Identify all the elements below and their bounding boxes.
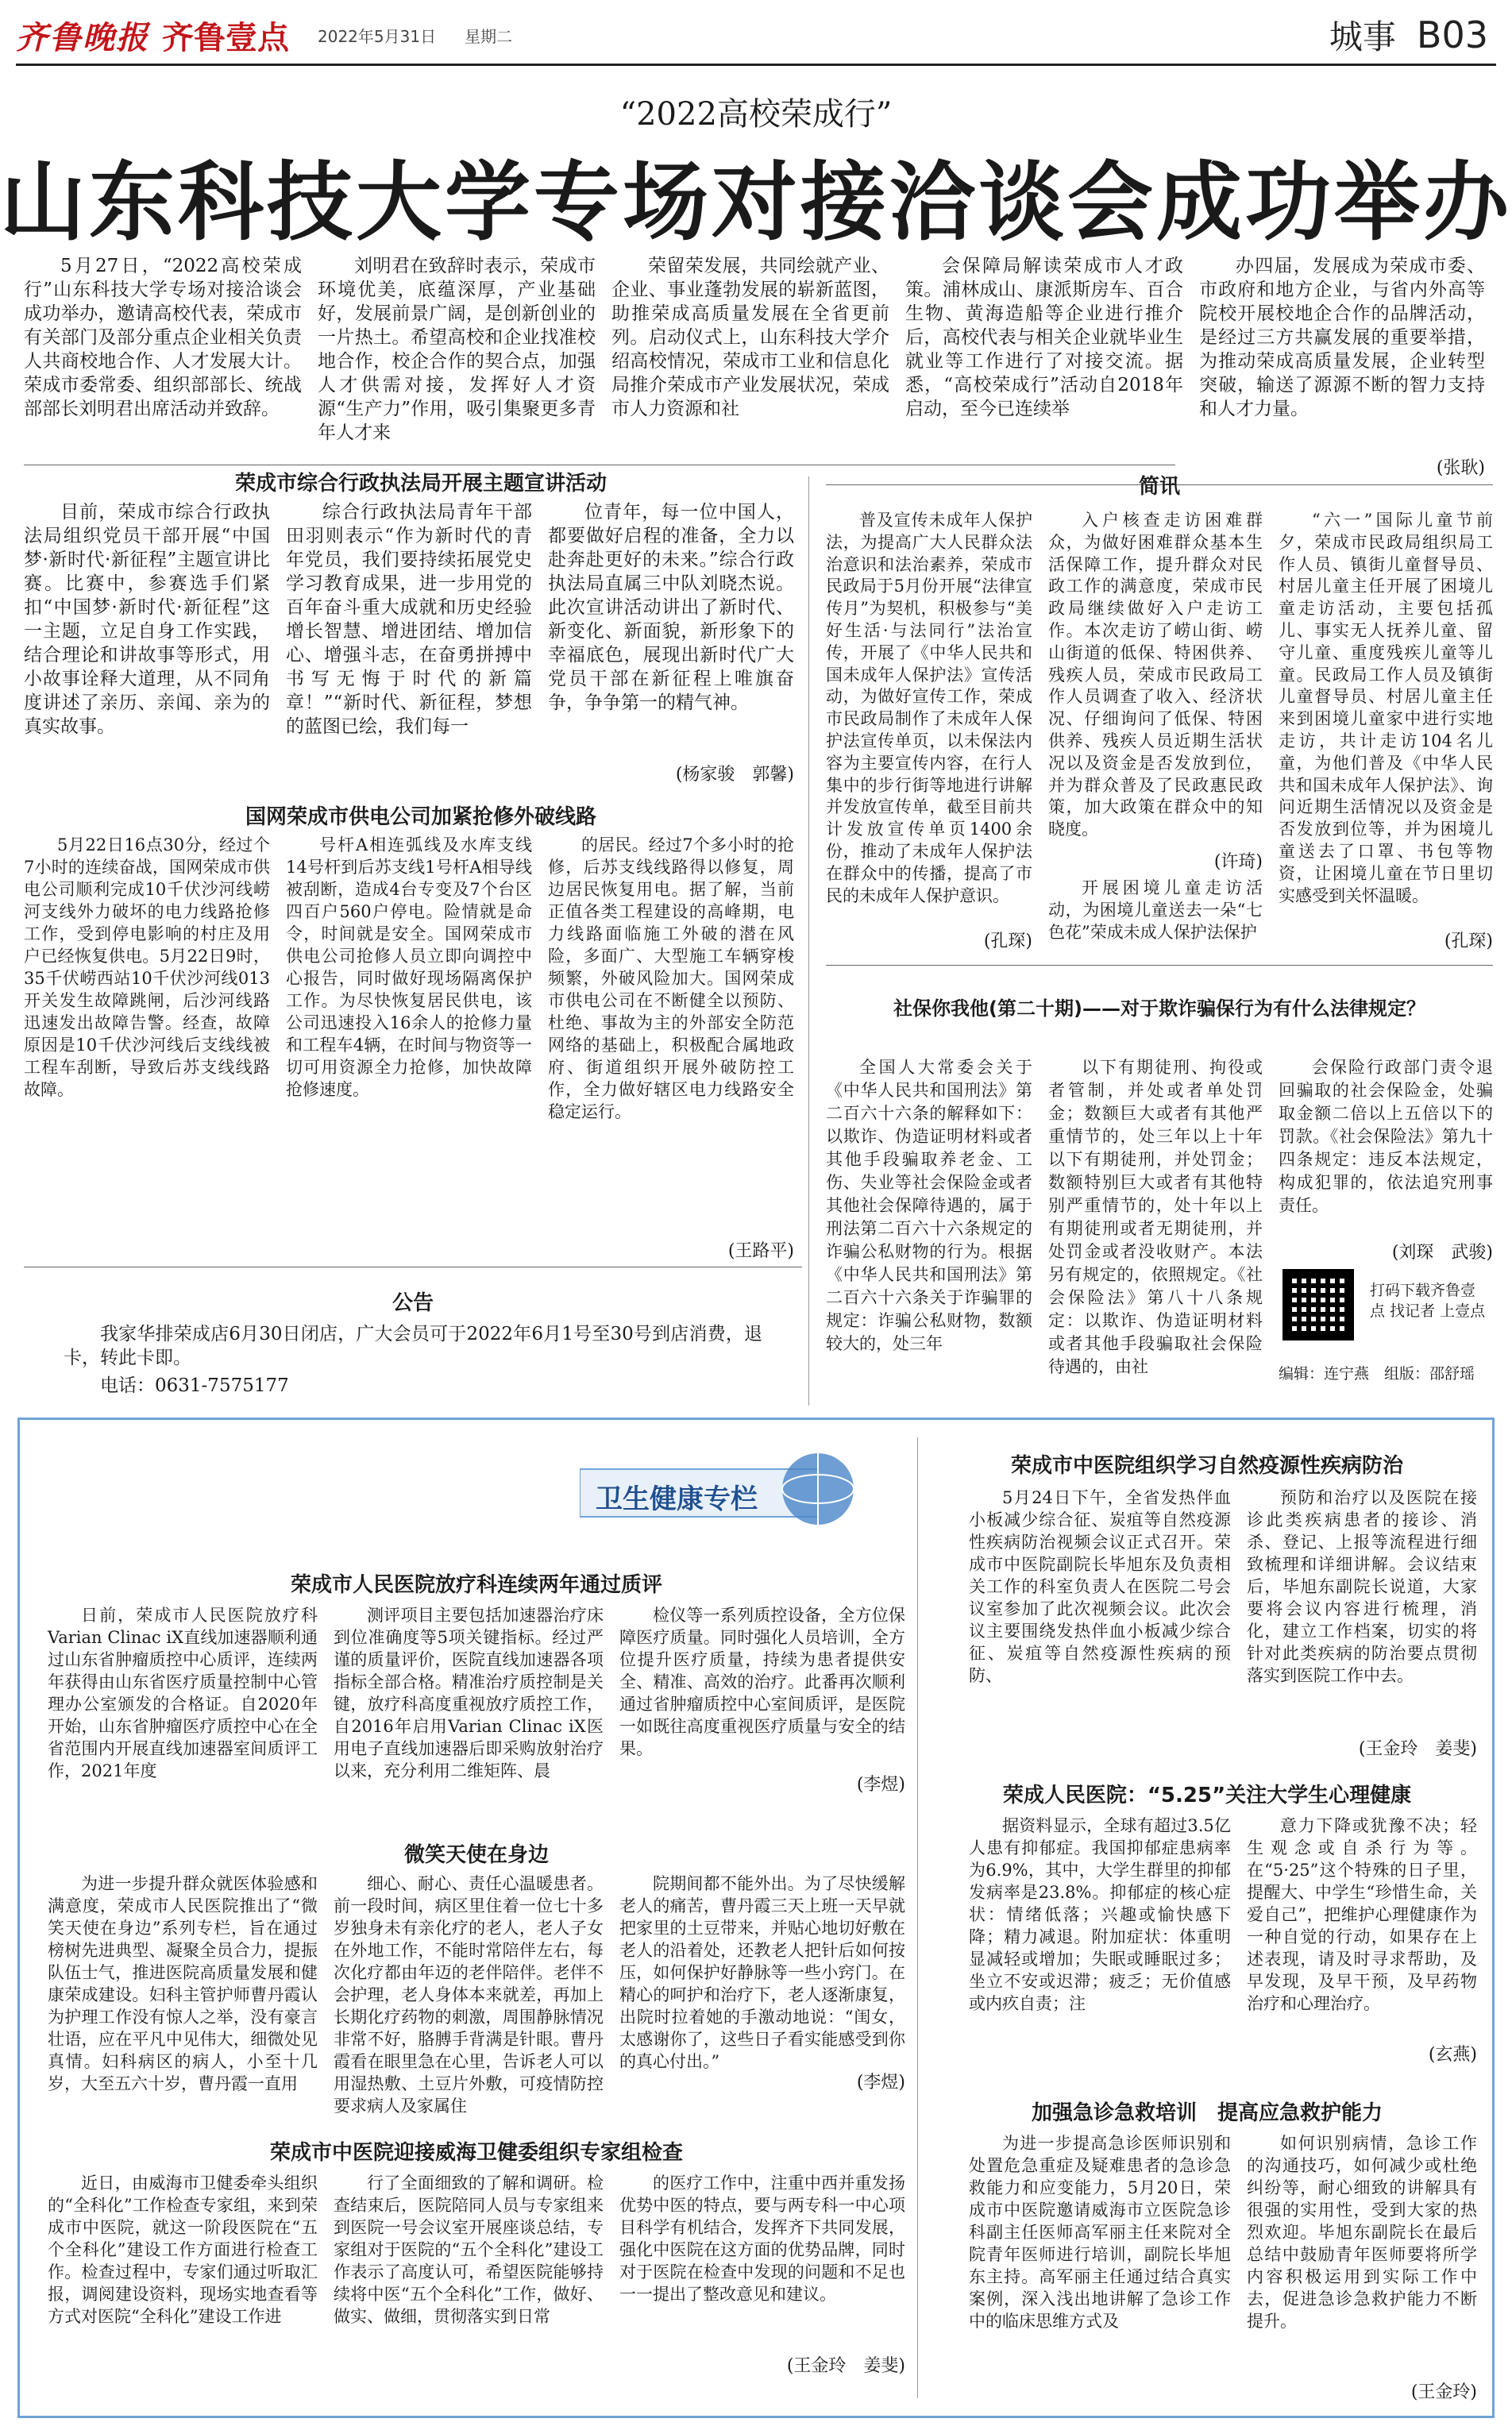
article1-col-3: 位青年，每一位中国人，都要做好启程的准备，全力以赴奔赴更好的未来。”综合行政执法局直属三中队刘晓杰说。此次宣讲活动讲出了新时代、新变化、新面貌，新形象下的幸福底色，展现出新时代广大党员干部在新征程上唯旗奋争，争争第一的精气神。 xyxy=(548,502,794,713)
health-a6-title: 加强急诊急救培训 提高应急救护能力 xyxy=(1031,2101,1383,2125)
health-a3-col-1: 近日，由威海市卫健委牵头组织的“全科化”工作检查专家组，来到荣成市中医院，就这一阶段医院在“五个全科化”建设工作方面进行检查工作。检查过程中，专家们通过听取汇报，调阅建设资料，现场实地查看等方式对医院“全科化”建设工作进 xyxy=(48,2174,318,2326)
newspaper-logo: 齐鲁晚报 xyxy=(16,18,149,56)
lead-author: (张耿) xyxy=(1436,458,1485,478)
lead-headline: 山东科技大学专场对接洽谈会成功举办 xyxy=(0,152,1512,253)
article2-title: 国网荣成市供电公司加紧抢修外破线路 xyxy=(245,805,596,829)
article1-title: 荣成市综合行政执法局开展主题宣讲活动 xyxy=(234,472,607,496)
article1-author: (杨家骏 郭馨) xyxy=(675,765,794,785)
brief-author-3: (孔琛) xyxy=(1444,932,1493,951)
page-number: B03 xyxy=(1416,14,1488,56)
qr-caption: 打码下载齐鲁壹点 找记者 上壹点 xyxy=(1370,1282,1486,1320)
health-a6-col-1: 为进一步提高急诊医师识别和处置危急重症及疑难患者的急诊急救能力和应变能力，5月20日，荣成市中医院邀请威海市立医院急诊科副主任医师高军丽主任来院对全院青年医师进行培训，副院长毕旭东主持。高军丽主任通过结合真实案例，深入浅出地讲解了急诊工作中的临床思维方式及 xyxy=(969,2134,1231,2331)
brief-title: 简讯 xyxy=(1138,475,1180,499)
article1-col-2: 综合行政执法局青年干部田羽则表示“作为新时代的青年党员，我们要持续拓展党史学习教育成果，进一步用党的百年奋斗重大成就和历史经验增长智慧、增进团结、增加信心、增强斗志，在奋勇拼搏中书写无悔于时代的新篇章！”“新时代、新征程，梦想的蓝图已绘，我们每一 xyxy=(286,502,532,737)
health-a6-col-2: 如何识别病情，急诊工作的沟通技巧，如何减少或杜绝纠纷等，耐心细致的讲解具有很强的实用性，受到大家的热烈欢迎。毕旭东副院长在最后总结中鼓励青年医师要将所学内容积极运用到实际工作中去，促进急诊急救护能力不断提升。 xyxy=(1247,2134,1477,2331)
health-a1-col-3: 检仪等一系列质控设备，全方位保障医疗质量。同时强化人员培训，全方位提升医疗质量，持续为患者提供安全、精准、高效的治疗。此番再次顺利通过省肿瘤质控中心室间质评，是医院一如既往高度重视医疗质量与安全的结果。 xyxy=(619,1606,905,1758)
health-a2-title: 微笑天使在身边 xyxy=(403,1843,549,1867)
brief-author-1: (孔琛) xyxy=(983,932,1032,951)
app-logo: 齐鲁壹点 xyxy=(162,19,289,56)
health-a3-col-3: 的医疗工作中，注重中西并重发扬优势中医的特点，要与两专科一中心项目科学有机结合，发挥齐下共同发展，强化中医院在这方面的优势品牌，同时对于医院在检查中发现的问题和不足也一一提出了整改意见和建议。 xyxy=(619,2174,905,2304)
health-column-separator xyxy=(917,1437,918,2398)
health-a1-title: 荣成市人民医院放疗科连续两年通过质评 xyxy=(290,1573,662,1597)
health-a4-author: (王金玲 姜斐) xyxy=(1358,1739,1477,1759)
lead-col-3: 荣留荣发展，共同绘就产业、企业、事业蓬勃发展的崭新蓝图，助推荣成高质量发展在全省更前列。启动仪式上，山东科技大学介绍高校情况，荣成市工业和信息化局推介荣成市产业发展状况，荣成市人力资源和社 xyxy=(611,256,889,419)
lead-col-2: 刘明君在致辞时表示，荣成市环境优美，底蕴深厚，产业基础好，发展前景广阔，是创新创业的一片热土。希望高校和企业找准校地合作，校企合作的契合点，加强人才供需对接，发挥好人才资源“生产力”作用，吸引集聚更多青年人才来 xyxy=(318,256,596,443)
brief-col-1: 普及宣传未成年人保护法，为提高广大人民群众法治意识和法治素养，荣成市民政局于5月份开展“法律宣传月”为契机，积极参与“美好生活·与法同行”法治宣传，开展了《中华人民共和国未成年人保护法》宣传活动，为做好宣传工作，荣成市民政局制作了未成年人保护法宣传单页，以未保法内容为主要宣传内容，在行人集中的步行街等地进行讲解并发放宣传单，截至目前共计发放宣传单页1400余份，推动了未成年人保护法在群众中的传播，提高了市民的未成年人保护意识。 xyxy=(826,511,1032,905)
health-a4-col-2: 预防和治疗以及医院在接诊此类疾病患者的接诊、消杀、登记、上报等流程进行细致梳理和详细讲解。会议结束后，毕旭东副院长说道，大家要将会议内容进行梳理，消化，建立工作档案，切实的将针对此类疾病的防治要点贯彻落实到医院工作中去。 xyxy=(1247,1488,1477,1685)
health-a1-col-2: 测评项目主要包括加速器治疗床到位准确度等5项关键指标。经过严谨的质量评价，医院直线加速器各项指标全部合格。精准治疗质控制是关键，放疗科高度重视放疗质控工作，自2016年启用Varian Clinac iX医用电子直线加速器后即采购放射治疗以来，充分利用二维矩阵、晨 xyxy=(334,1606,604,1780)
health-a5-col-1: 据资料显示，全球有超过3.5亿人患有抑郁症。我国抑郁症患病率为6.9%，其中，大学生群里的抑郁发病率是23.8%。抑郁症的核心症状：情绪低落；兴趣或愉快感下降；精力减退。附加症状：体重明显减轻或增加；失眠或睡眠过多；坐立不安或迟滞；疲乏；无价值感或内疚自责；注 xyxy=(969,1816,1231,2013)
brief-col-2: 入户核查走访困难群众，为做好困难群众基本生活保障工作，提升群众对民政工作的满意度，荣成市民政局继续做好入户走访工作。本次走访了崂山街、崂山街道的低保、特困供养、残疾人员，荣成市民政局工作人员调查了收入、经济状况、仔细询问了低保、特困供养、残疾人员近期生活状况以及资金是否发放到位，并为群众普及了民政惠民政策，加大政策在群众中的知晓度。 xyxy=(1048,511,1263,839)
health-a5-title: 荣成人民医院：“5.25”关注大学生心理健康 xyxy=(1002,1784,1412,1807)
social-divider xyxy=(826,965,1493,966)
health-a1-author: (李煜) xyxy=(856,1775,905,1795)
health-a2-author: (李煜) xyxy=(856,2073,905,2093)
health-a5-col-2: 意力下降或犹豫不决；轻生观念或自杀行为等。在“5·25”这个特殊的日子里，提醒大、中学生“珍惜生命，关爱自己”，把维护心理健康作为一种自觉的行动，如果存在上述表现，请及时寻求帮助，及早发现，及早干预，及早药物治疗和心理治疗。 xyxy=(1247,1816,1477,2013)
health-a2-col-1: 为进一步提升群众就医体验感和满意度，荣成市人民医院推出了“微笑天使在身边”系列专栏，旨在通过榜树先进典型、凝聚全员合力，提振队伍士气，推进医院高质量发展和健康荣成建设。妇科主管护师曹丹霞认为护理工作没有惊人之举，没有豪言壮语，应在平凡中见伟大，细微处见真情。妇科病区的病人，小至十几岁，大至五六十岁，曹丹霞一直用 xyxy=(48,1874,318,2093)
social-title: 社保你我他(第二十期)——对于欺诈骗保行为有什么法律规定？ xyxy=(893,997,1425,1020)
notice-text: 我家华排荣成店6月30日闭店，广大会员可于2022年6月1号至30号到店消费，退卡，转此卡即。 xyxy=(64,1324,762,1368)
brief-tail: 开展困境儿童走访活动，为困境儿童送去一朵“七色花”荣成未成人保护法保护 xyxy=(1048,878,1263,942)
article2-col-1: 5月22日16点30分，经过个7小时的连续奋战，国网荣成市供电公司顺利完成10千伏沙河线崂河支线外力破坏的电力线路抢修工作，受到停电影响的村庄及用户已经恢复供电。5月22日9时，35千伏崂西站10千伏沙河线013开关发生故障跳闸，后沙河线路迅速发出故障告警。经查，故障原因是10千伏沙河线后支线线被工程车刮断，导致后苏支线线路故障。 xyxy=(24,835,270,1099)
article2-col-3: 的居民。经过7个多小时的抢修，后苏支线线路得以修复，周边居民恢复用电。据了解，当前正值各类工程建设的高峰期，电力线路面临施工外破的潜在风险，多面广、大型施工车辆穿梭频繁，外破风险加大。国网荣成市供电公司在不断健全以预防、杜绝、事故为主的外部安全防范网络的基础上，积极配合属地政府、街道组织开展外破防控工作，全力做好辖区电力线路安全稳定运行。 xyxy=(548,835,794,1121)
health-a1-col-1: 日前，荣成市人民医院放疗科Varian Clinac iX直线加速器顺利通过山东省肿瘤质控中心质评，连续两年获得由山东省医疗质量控制中心管理办公室颁发的合格证。自2020年开始，山东省肿瘤医疗质控中心在全省范围内开展直线加速器室间质评工作，2021年度 xyxy=(48,1606,318,1780)
lead-col-1: 5月27日，“2022高校荣成行”山东科技大学专场对接洽谈会成功举办，邀请高校代表，荣成市有关部门及部分重点企业相关负责人共商校地合作、人才发展大计。荣成市委常委、组织部部长、统战部部长刘明君出席活动并致辞。 xyxy=(24,256,302,419)
masthead-rule xyxy=(16,64,1496,66)
brief-col-3: “六一”国际儿童节前夕，荣成市民政局组织局工作人员、镇街儿童督导员、村居儿童主任开展了困境儿童走访活动，主要包括孤儿、事实无人抚养儿童、留守儿童、重度残疾儿童等儿童。民政局工作人员及镇街儿童督导员、村居儿童主任来到困境儿童家中进行实地走访，共计走访104名儿童，为他们普及《中华人民共和国未成年人保护法》、询问近期生活情况以及资金是否发放到位等，并为困境儿童送去了口罩、书包等物资，让困境儿童在节日里切实感受到关怀温暖。 xyxy=(1279,511,1493,905)
health-a2-col-2: 细心、耐心、责任心温暖患者。前一段时间，病区里住着一位七十多岁独身未有亲化疗的老人，老人子女在外地工作，不能时常陪伴左右，每次化疗都由年迈的老伴陪伴。老伴不会护理，老人身体本来就差，再加上长期化疗药物的刺激，周围静脉情况非常不好，胳膊手背满是针眼。曹丹霞看在眼里急在心里，告诉老人可以用湿热敷、土豆片外敷，可疫情防控要求病人及家属住 xyxy=(334,1874,604,2116)
notice-phone: 电话：0631-7575177 xyxy=(100,1375,289,1396)
issue-weekday: 星期二 xyxy=(465,26,513,46)
health-a4-title: 荣成市中医院组织学习自然疫源性疾病防治 xyxy=(1010,1454,1403,1478)
section-header xyxy=(1329,11,1488,59)
social-author: (刘琛 武骏) xyxy=(1391,1243,1493,1263)
health-a5-author: (玄燕) xyxy=(1428,2045,1477,2065)
health-column-label: 卫生健康专栏 xyxy=(596,1483,758,1515)
social-col-3: 会保险行政部门责令退回骗取的社会保险金，处骗取金额二倍以上五倍以下的罚款。《社会保险法》第九十四条规定：违反本法规定，构成犯罪的，依法追究刑事责任。 xyxy=(1279,1058,1493,1215)
health-a3-title: 荣成市中医院迎接威海卫健委组织专家组检查 xyxy=(269,2141,683,2165)
health-a4-col-1: 5月24日下午，全省发热伴血小板减少综合征、炭疽等自然疫源性疾病防治视频会议正式召开。荣成市中医院副院长毕旭东及负责相关工作的科室负责人在医院二号会议室参加了此次视频会议。此次会议主要围绕发热伴血小板减少综合征、炭疽等自然疫源性疾病的预防、 xyxy=(969,1488,1231,1685)
issue-date: 2022年5月31日 xyxy=(318,26,437,46)
health-a3-col-2: 行了全面细致的了解和调研。检查结束后，医院陪同人员与专家组来到医院一号会议室开展座谈总结，专家组对于医院的“五个全科化”建设工作表示了高度认可，希望医院能够持续将中医“五个全科化”工作，做好、做实、做细，贯彻落实到日常 xyxy=(334,2174,604,2326)
health-column-badge xyxy=(580,1445,866,1533)
article2-col-2: 号杆A相连弧线及水库支线14号杆到后苏支线1号杆A相导线被刮断，造成4台专变及7个台区四百户560户停电。险情就是命令，时间就是安全。国网荣成市供电公司抢修人员立即向调控中心报告，同时做好现场隔离保护工作。为尽快恢复居民供电，该公司迅速投入16余人的抢修力量和工程车4辆，在时间与物资等一切可用资源全力抢修，加快故障抢修速度。 xyxy=(286,835,532,1099)
health-a6-author: (王金玲) xyxy=(1410,2382,1477,2402)
social-col-1: 全国人大常委会关于《中华人民共和国刑法》第二百六十六条的解释如下：以欺诈、伪造证明材料或者其他手段骗取养老金、工伤、失业等社会保险金或者其他社会保障待遇的，属于刑法第二百六十六条规定的诈骗公私财物的行为。根据《中华人民共和国刑法》第二百六十六条关于诈骗罪的规定：诈骗公私财物，数额较大的，处三年 xyxy=(826,1058,1032,1353)
lead-kicker: “2022高校荣成行” xyxy=(619,96,893,133)
editor-credits: 编辑：连宁燕 组版：邵舒瑶 xyxy=(1279,1365,1475,1383)
lead-col-5: 办四届，发展成为荣成市委、市政府和地方企业，与省内外高等院校开展校地企合作的品牌活动，是经过三方共赢发展的重要举措，为推动荣成高质量发展，企业转型突破，输送了源源不断的智力支持和人才力量。 xyxy=(1199,256,1485,419)
qr-code-icon[interactable] xyxy=(1282,1269,1354,1340)
column-separator xyxy=(808,476,809,1406)
section-name: 城事 xyxy=(1329,17,1396,56)
social-col-2: 以下有期徒刑、拘役或者管制，并处或者单处罚金；数额巨大或者有其他严重情节的，处三年以上十年以下有期徒刑，并处罚金；数额特别巨大或者有其他特别严重情节的，处十年以上有期徒刑或者无期徒刑，并处罚金或者没收财产。本法另有规定的，依照规定。《社会保险法》第八十八条规定：以欺诈、伪造证明材料或者其他手段骗取社会保险待遇的，由社 xyxy=(1048,1058,1263,1376)
notice-title: 公告 xyxy=(392,1291,434,1315)
health-a2-col-3: 院期间都不能外出。为了尽快缓解老人的痛苦，曹丹霞三天上班一天早就把家里的土豆带来，并贴心地切好敷在老人的沿着处，还教老人把针后如何按压，如何保护好静脉等一些小窍门。在精心的呵护和治疗下，老人逐渐康复，出院时拉着她的手激动地说：“闺女，太感谢你了，这些日子看实能感受到你的真心付出。” xyxy=(619,1874,905,2071)
health-a3-author: (王金玲 姜斐) xyxy=(786,2356,905,2376)
masthead xyxy=(16,14,512,56)
brief-author-2: (许琦) xyxy=(1213,852,1263,872)
lead-col-4: 会保障局解读荣成市人才政策。浦林成山、康派斯房车、百合生物、黄海造船等企业进行推介后，高校代表与相关企业就毕业生就业等工作进行了对接交流。据悉，“高校荣成行”活动自2018年启动，至今已连续举 xyxy=(905,256,1183,419)
article2-author: (王路平) xyxy=(727,1241,794,1261)
article1-col-1: 目前，荣成市综合行政执法局组织党员干部开展“中国梦·新时代·新征程”主题宣讲比赛。比赛中，参赛选手们紧扣“中国梦·新时代·新征程”这一主题，立足自身工作实践，结合理论和讲故事等形式，用小故事诠释大道理，从不同角度讲述了亲历、亲闻、亲为的真实故事。 xyxy=(24,502,270,737)
